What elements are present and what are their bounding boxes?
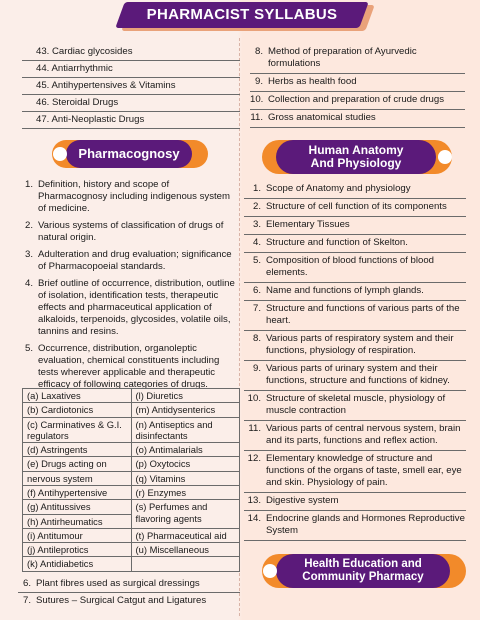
heading-pill: Pharmacognosy: [66, 140, 192, 168]
anatomy-topics: [244, 181, 466, 541]
pharmacognosy-heading: [52, 140, 208, 168]
heading-pill-tip: [53, 147, 67, 161]
table-cell: (s) Perfumes and flavoring agents: [131, 500, 240, 529]
table-row: [23, 557, 240, 571]
anatomy-heading: [262, 140, 452, 174]
table-row: [23, 389, 240, 403]
list-item: 12. Elementary knowledge of structure and functions of the organs of taste, smell ear, eye and skin. Physiology of pain.: [244, 451, 466, 493]
table-row: [23, 543, 240, 557]
list-item: 7. Structure and functions of various parts of the heart.: [244, 301, 466, 331]
pharmacognosy-section: [18, 178, 240, 395]
table-cell: (q) Vitamins: [131, 471, 240, 485]
table-row: [23, 485, 240, 499]
table-cell: (n) Antiseptics and disinfectants: [131, 417, 240, 443]
table-cell: (t) Pharmaceutical aid: [131, 528, 240, 542]
table-cell: (m) Antidysenterics: [131, 403, 240, 417]
table-cell: (r) Enzymes: [131, 485, 240, 499]
table-cell: nervous system: [23, 471, 132, 485]
list-item: 9. Various parts of urinary system and their functions, structure and functions of kidney.: [244, 361, 466, 391]
continued-drug-list: [22, 44, 240, 129]
list-item: 44. Antiarrhythmic: [22, 61, 240, 78]
heading-pill: Health Education and Community Pharmacy: [276, 554, 450, 588]
list-item: 8. Various parts of respiratory system and their functions, physiology of respiration.: [244, 331, 466, 361]
list-item: 9. Herbs as health food: [250, 74, 465, 92]
heading-pill: Human Anatomy And Physiology: [276, 140, 436, 174]
table-cell: (p) Oxytocics: [131, 457, 240, 471]
table-cell: (k) Antidiabetics: [23, 557, 132, 571]
list-item: 5. Occurrence, distribution, organoleptic evaluation, chemical constituents including tests wherever applicable and therapeutic efficacy of following categories of drugs.: [24, 342, 220, 390]
list-item: 6. Plant fibres used as surgical dressings: [18, 576, 240, 593]
anatomy-section: [244, 181, 466, 541]
list-item: 43. Cardiac glycosides: [22, 44, 240, 61]
list-item: 4. Structure and function of Skelton.: [244, 235, 466, 253]
heading-pill-tip: [263, 564, 277, 578]
list-item: 1. Scope of Anatomy and physiology: [244, 181, 466, 199]
list-item: 3. Adulteration and drug evaluation; significance of Pharmacopoeial standards.: [24, 248, 232, 272]
list-item: 47. Anti-Neoplastic Drugs: [22, 112, 240, 129]
table-cell: (h) Antirheumatics: [23, 514, 132, 528]
drug-categories-table: [22, 388, 240, 572]
table-row: [23, 500, 240, 514]
list-item: 2. Structure of cell function of its components: [244, 199, 466, 217]
table-cell: (b) Cardiotonics: [23, 403, 132, 417]
table-cell: (a) Laxatives: [23, 389, 132, 403]
list-item: 13. Digestive system: [244, 493, 466, 511]
table-cell: (l) Diuretics: [131, 389, 240, 403]
table-row: [23, 471, 240, 485]
table-cell: (d) Astringents: [23, 443, 132, 457]
list-item: 3. Elementary Tissues: [244, 217, 466, 235]
table-row: [23, 403, 240, 417]
list-item: 11. Gross anatomical studies: [250, 110, 465, 128]
pharmacognosy-extra-topics: [18, 576, 240, 609]
pharmacognosy-topics: [18, 178, 240, 395]
list-item: 7. Sutures – Surgical Catgut and Ligatures: [22, 594, 207, 606]
table-row: [23, 417, 240, 443]
page-header-banner: [120, 2, 370, 30]
table-cell: (j) Antileprotics: [23, 543, 132, 557]
table-cell: (e) Drugs acting on: [23, 457, 132, 471]
right-column: [250, 44, 465, 128]
list-item: 45. Antihypertensives & Vitamins: [22, 78, 240, 95]
table-row: [23, 443, 240, 457]
table-cell: (g) Antitussives: [23, 500, 132, 514]
list-item: 2. Various systems of classification of drugs of natural origin.: [24, 219, 224, 243]
heading-pill-tip: [438, 150, 452, 164]
list-item: 11. Various parts of central nervous system, brain and its parts, functions and reflex action.: [244, 421, 466, 451]
table-cell: (c) Carminatives & G.I. regulators: [23, 417, 132, 443]
extra-topics-list: [18, 576, 240, 609]
table-row: [23, 528, 240, 542]
health-education-heading: [262, 554, 466, 588]
table-cell: (u) Miscellaneous: [131, 543, 240, 557]
table-cell: (i) Antitumour: [23, 528, 132, 542]
table-cell: (f) Antihypertensive: [23, 485, 132, 499]
list-item: 6. Name and functions of lymph glands.: [244, 283, 466, 301]
page-title: PHARMACIST SYLLABUS: [146, 6, 338, 23]
list-item: 14. Endocrine glands and Hormones Reproductive System: [244, 511, 466, 541]
continued-topic-list: [250, 44, 465, 128]
table-row: [23, 457, 240, 471]
list-item: 1. Definition, history and scope of Pharmacognosy including indigenous system of medicine.: [24, 179, 230, 214]
table-cell: (o) Antimalarials: [131, 443, 240, 457]
list-item: 8. Method of preparation of Ayurvedic formulations: [250, 44, 465, 74]
list-item: 10. Collection and preparation of crude drugs: [250, 92, 465, 110]
table-cell: [131, 557, 240, 571]
left-column: [22, 44, 240, 129]
list-item: 4. Brief outline of occurrence, distribution, outline of isolation, identification tests, therapeutic effects and pharmaceutical application of alkaloids, terpenoids, glycosides, volatile oils, tannins and resins.: [24, 277, 235, 337]
list-item: 10. Structure of skeletal muscle, physiology of muscle contraction: [244, 391, 466, 421]
list-item: 5. Composition of blood functions of blood elements.: [244, 253, 466, 283]
list-item: 46. Steroidal Drugs: [22, 95, 240, 112]
